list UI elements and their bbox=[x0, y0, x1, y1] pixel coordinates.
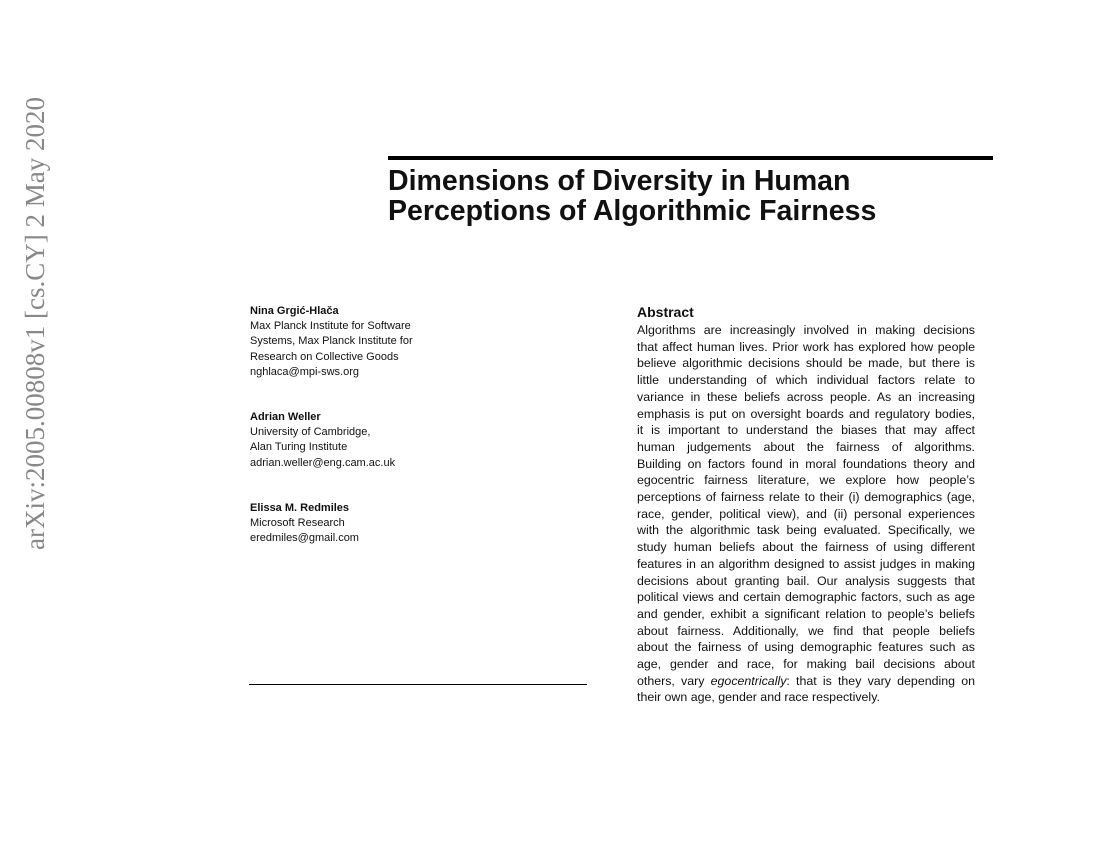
author-name: Elissa M. Redmiles bbox=[250, 501, 350, 514]
abstract-line: study human beliefs about the fairness of using different bbox=[637, 540, 975, 555]
abstract-line: Algorithms are increasingly involved in making decisions bbox=[637, 323, 975, 337]
title-line: Dimensions of Diversity in Human bbox=[388, 165, 851, 197]
title-rule bbox=[388, 156, 993, 160]
author-affiliation: eredmiles@gmail.com bbox=[250, 532, 359, 545]
author-affiliation: Alan Turing Institute bbox=[250, 441, 348, 454]
abstract-line: and gender, exhibit a significant relation to people’s beliefs bbox=[637, 606, 975, 621]
author-list bbox=[250, 304, 413, 576]
author-name: Adrian Weller bbox=[250, 411, 321, 424]
title-line: Perceptions of Algorithmic Fairness bbox=[388, 195, 877, 227]
abstract-line: believe algorithmic decisions should be made, but there is bbox=[637, 356, 975, 371]
abstract-line: features in an algorithm designed to assist judges in making bbox=[637, 556, 975, 571]
author-block bbox=[250, 410, 413, 471]
abstract-line bbox=[637, 673, 975, 690]
abstract bbox=[637, 303, 975, 706]
abstract-body bbox=[637, 322, 975, 673]
author-block bbox=[250, 304, 413, 380]
abstract-line: perceptions of fairness relate to their (i) demographics (age, bbox=[637, 490, 975, 505]
abstract-line: their own age, gender and race respectively. bbox=[637, 690, 880, 705]
abstract-line: that affect human lives. Prior work has explored how people bbox=[637, 339, 975, 354]
author-affiliation: University of Cambridge, bbox=[250, 426, 371, 439]
abstract-line: egocentric fairness literature, we explore how people’s bbox=[637, 473, 975, 488]
footnote-rule bbox=[249, 684, 587, 685]
abstract-line: it is important to understand the biases that may affect bbox=[637, 423, 975, 438]
emphasis: egocentrically bbox=[710, 673, 787, 688]
text: : that is they vary depending on bbox=[786, 673, 975, 688]
abstract-line: variance in these beliefs across people. As an increasing bbox=[637, 389, 975, 404]
arxiv-identifier: arXiv:2005.00808v1 [cs.CY] 2 May 2020 bbox=[20, 97, 50, 550]
author-affiliation: adrian.weller@eng.cam.ac.uk bbox=[250, 456, 396, 469]
abstract-line: Building on factors found in moral foundations theory and bbox=[637, 456, 975, 471]
abstract-line: race, gender, political view), and (ii) personal experiences bbox=[637, 506, 975, 521]
abstract-line: emphasis is put on oversight boards and regulatory bodies, bbox=[637, 406, 975, 421]
author-affiliation: Systems, Max Planck Institute for bbox=[250, 335, 413, 348]
abstract-line: about fairness. Additionally, we find that people beliefs bbox=[637, 623, 975, 638]
author-block bbox=[250, 501, 413, 547]
author-affiliation: Microsoft Research bbox=[250, 517, 345, 530]
text: others, vary bbox=[637, 673, 711, 688]
abstract-line: little understanding of which individual factors relate to bbox=[637, 373, 975, 388]
author-name: Nina Grgić-Hlača bbox=[250, 305, 339, 317]
abstract-line: with the algorithmic task being evaluated. Specifically, we bbox=[637, 523, 975, 538]
author-affiliation: Research on Collective Goods bbox=[250, 350, 399, 363]
abstract-line: decisions about granting bail. Our analysis suggests that bbox=[637, 573, 975, 588]
abstract-line: about the fairness of using demographic features such as bbox=[637, 640, 975, 655]
abstract-line: political views and certain demographic factors, such as age bbox=[637, 590, 975, 605]
abstract-line: age, gender and race, for making bail decisions about bbox=[637, 657, 975, 672]
abstract-heading: Abstract bbox=[637, 304, 694, 320]
author-affiliation: Max Planck Institute for Software bbox=[250, 320, 411, 333]
author-affiliation: nghlaca@mpi-sws.org bbox=[250, 365, 359, 378]
paper-title bbox=[388, 166, 876, 226]
abstract-line: human judgements about the fairness of algorithms. bbox=[637, 439, 975, 454]
